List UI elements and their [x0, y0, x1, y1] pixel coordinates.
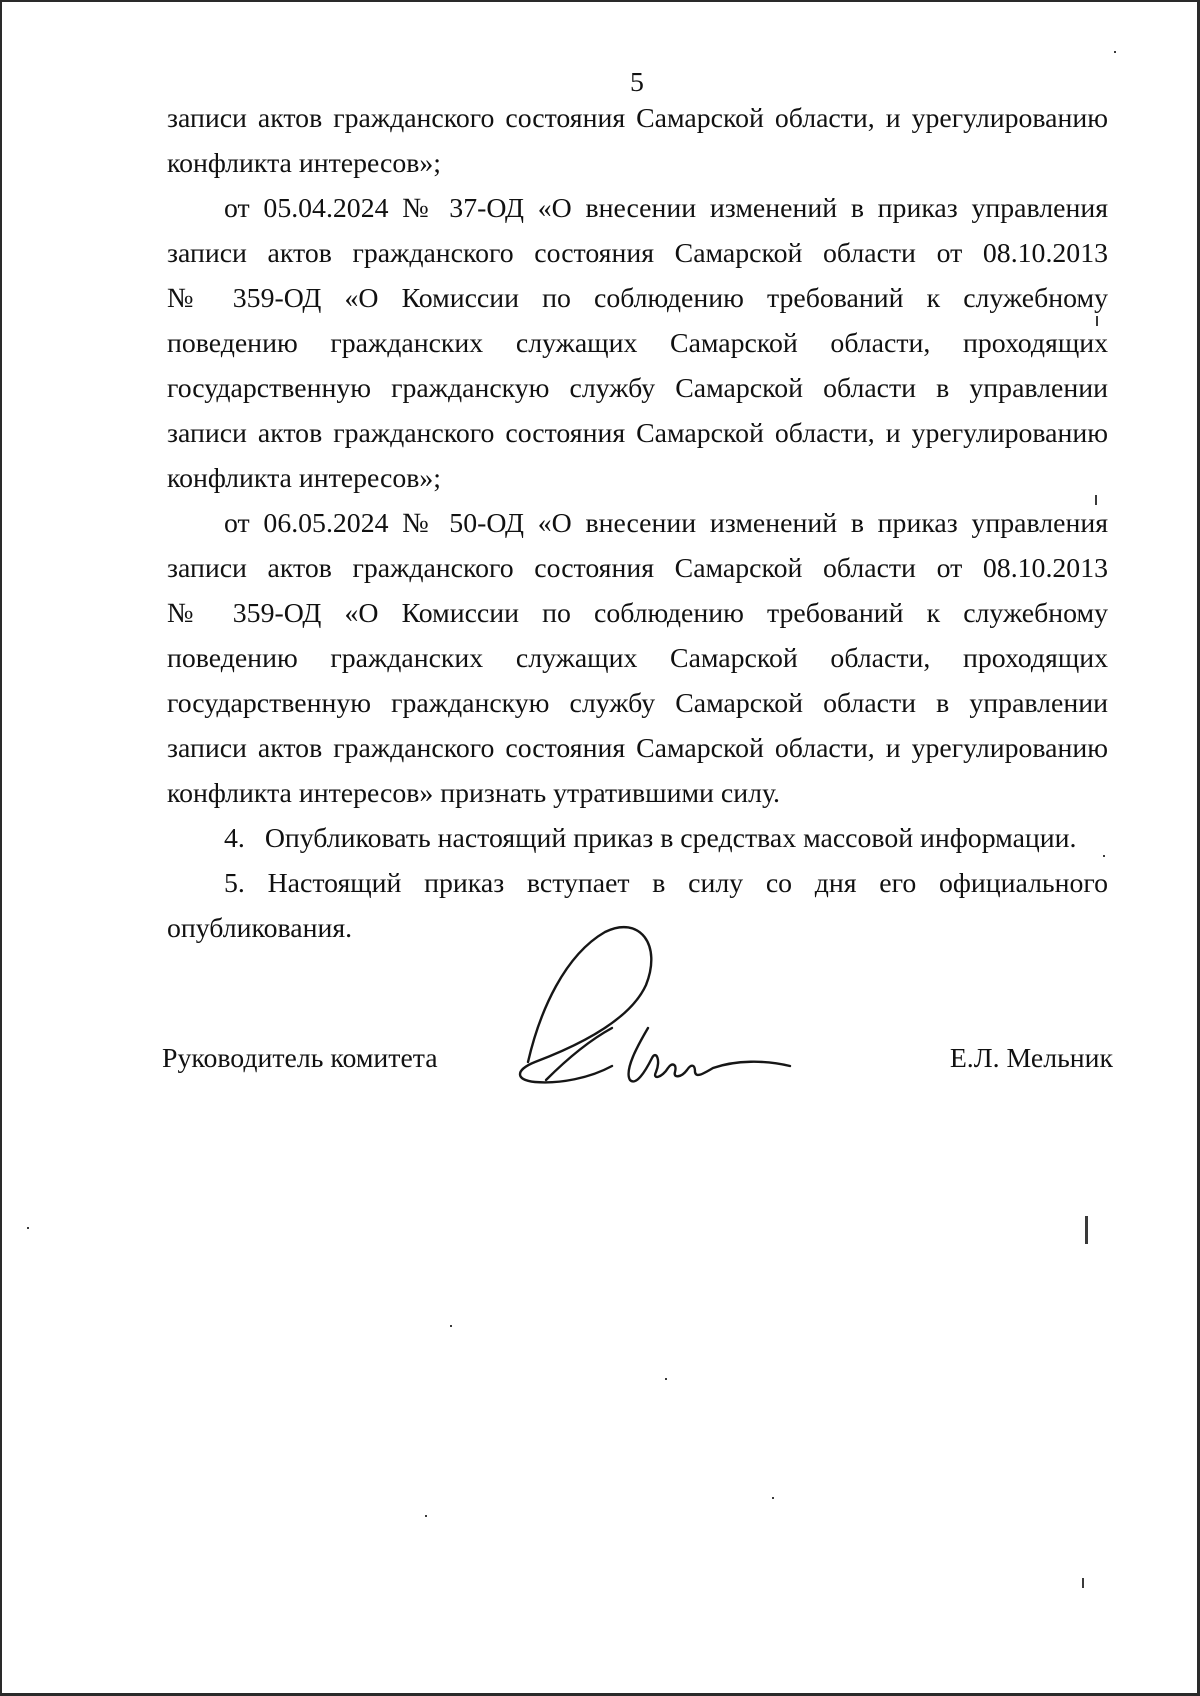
signatory-name: Е.Л. Мельник — [949, 1043, 1113, 1074]
scan-speck — [1114, 51, 1116, 53]
list-item-text: Настоящий приказ вступает в силу со дня его официального — [267, 868, 1108, 899]
paragraph-continuation — [167, 96, 1108, 186]
paragraph-line: конфликта интересов»; — [167, 148, 441, 179]
scan-speck — [772, 1497, 774, 1499]
signatory-role: Руководитель комитета — [162, 1043, 438, 1074]
paragraph-line: конфликта интересов»; — [167, 463, 441, 494]
scan-speck — [1095, 495, 1097, 505]
paragraph-line: записи актов гражданского состояния Самарской области, и урегулированию — [167, 103, 1108, 134]
paragraph-line: конфликта интересов» признать утратившими силу. — [167, 778, 781, 809]
scan-speck — [1085, 1216, 1088, 1244]
paragraph-line: поведению гражданских служащих Самарской области, проходящих — [167, 643, 1108, 674]
list-item-line: опубликования. — [167, 913, 353, 944]
list-item-line — [224, 861, 1108, 906]
paragraph-line: № 359-ОД «О Комиссии по соблюдению требований к служебному — [167, 283, 1108, 314]
paragraph-line: № 359-ОД «О Комиссии по соблюдению требований к служебному — [167, 598, 1108, 629]
list-item-number: 4. — [224, 823, 245, 854]
scan-speck — [1096, 316, 1098, 326]
paragraph-line: записи актов гражданского состояния Самарской области, и урегулированию — [167, 418, 1108, 449]
list-item-number: 5. — [224, 868, 245, 899]
scan-speck — [665, 1378, 667, 1380]
signature-cursive-stroke — [629, 1028, 790, 1081]
scan-speck — [1103, 855, 1105, 857]
list-item-text: Опубликовать настоящий приказ в средствах массовой информации. — [264, 823, 1077, 854]
handwritten-signature — [500, 910, 800, 1090]
document-body — [167, 96, 1108, 951]
list-item-4 — [224, 816, 1108, 861]
paragraph-line: государственную гражданскую службу Самарской области в управлении — [167, 373, 1108, 404]
paragraph-line: поведению гражданских служащих Самарской области, проходящих — [167, 328, 1108, 359]
paragraph-line: записи актов гражданского состояния Самарской области от 08.10.2013 — [167, 553, 1108, 584]
page-number: 5 — [630, 67, 644, 98]
paragraph-line: записи актов гражданского состояния Самарской области, и урегулированию — [167, 733, 1108, 764]
scan-speck — [450, 1325, 452, 1327]
paragraph-order-37 — [167, 186, 1108, 501]
paragraph-order-50 — [167, 501, 1108, 816]
paragraph-line: государственную гражданскую службу Самарской области в управлении — [167, 688, 1108, 719]
paragraph-line: от 05.04.2024 № 37-ОД «О внесении изменений в приказ управления — [224, 193, 1108, 224]
paragraph-line: записи актов гражданского состояния Самарской области от 08.10.2013 — [167, 238, 1108, 269]
paragraph-line: от 06.05.2024 № 50-ОД «О внесении изменений в приказ управления — [224, 508, 1108, 539]
scan-speck — [27, 1227, 29, 1229]
scan-speck — [425, 1515, 427, 1517]
scan-speck — [1082, 1578, 1084, 1588]
